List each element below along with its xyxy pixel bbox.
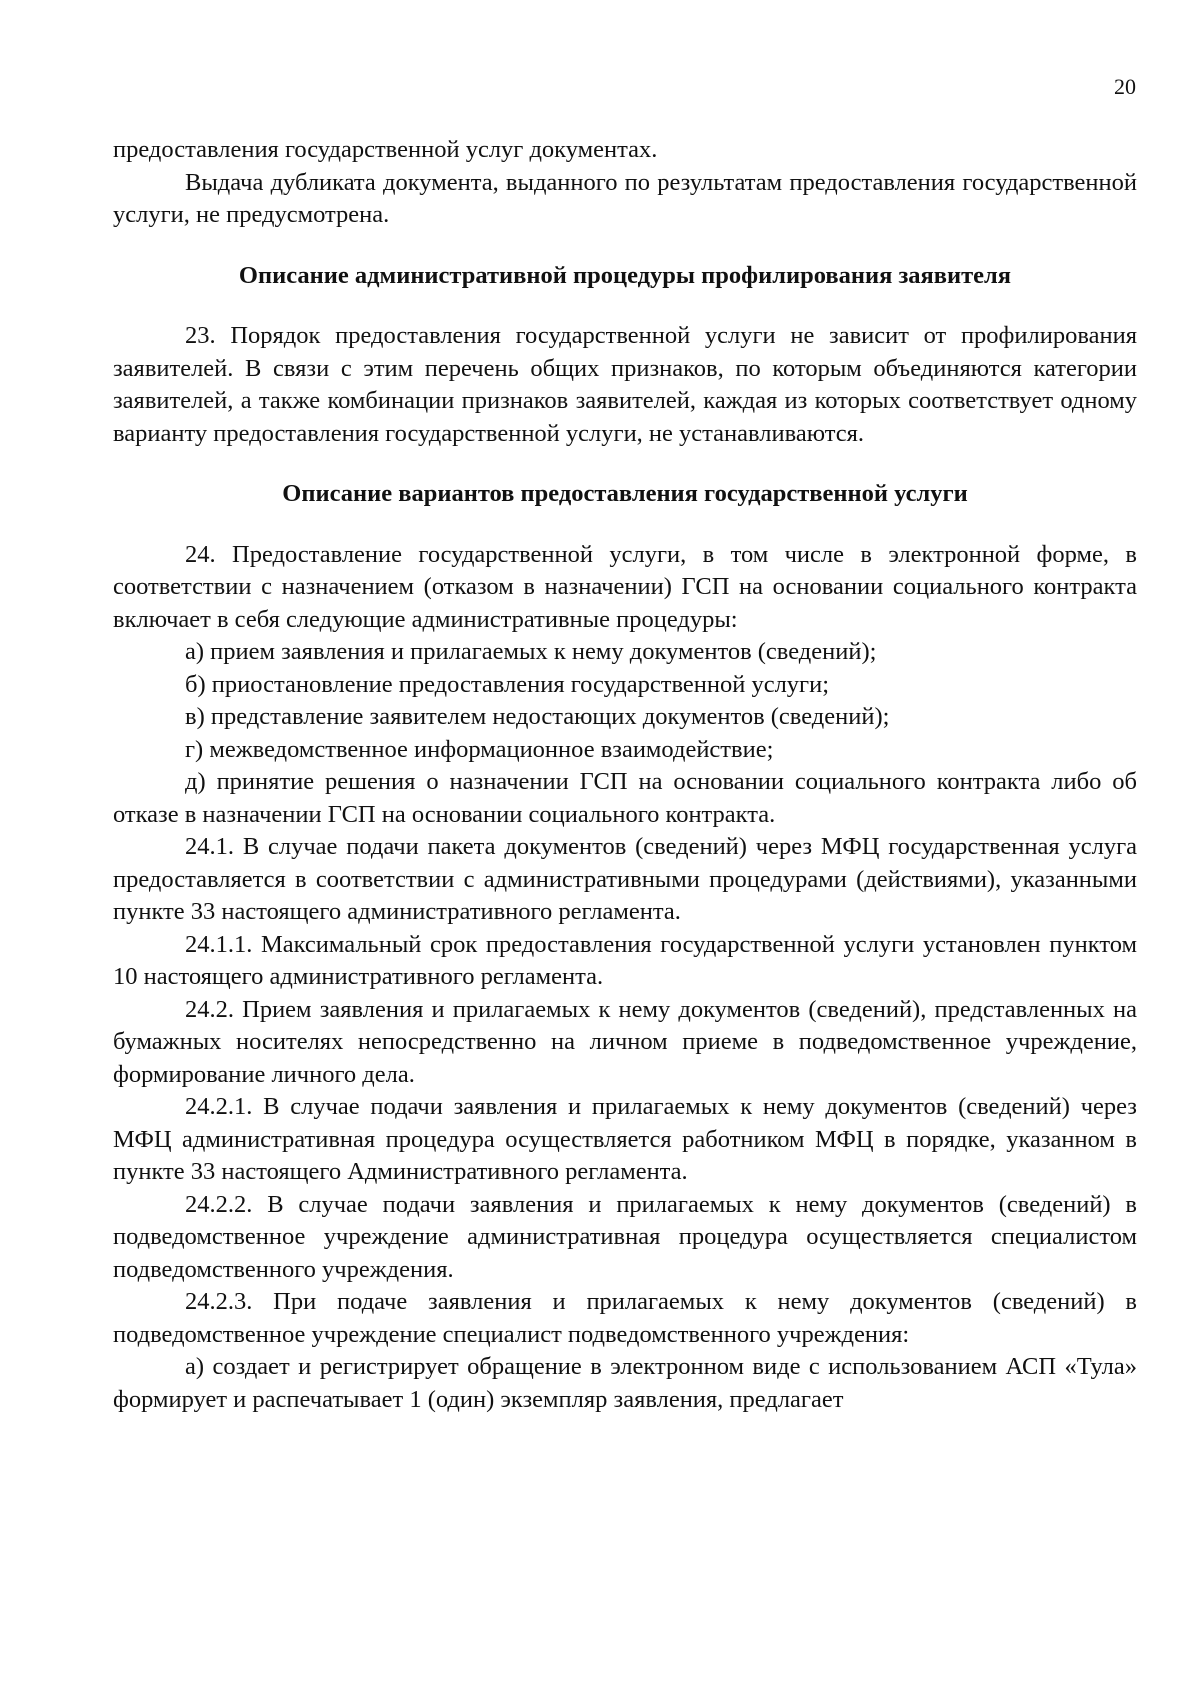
section-heading-profiling: Описание административной процедуры профилирования заявителя — [238, 261, 1012, 289]
paragraph-23: 23. Порядок предоставления государственной услуги не зависит от профилирования заявителей. В связи с этим перечень общих признаков, по которым объединяются категории заявителей, а также комбинации признаков заявителей, каждая из которых соответствует одному варианту предоставления государственной услуги, не устанавливаются. — [113, 322, 1137, 447]
spacer — [113, 292, 1137, 320]
spacer — [113, 511, 1137, 539]
paragraph-duplicate: Выдача дубликата документа, выданного по результатам предоставления государственной услуги, не предусмотрена. — [113, 168, 1137, 228]
list-item-c: в) представление заявителем недостающих документов (сведений); — [185, 703, 890, 730]
list-item-d: г) межведомственное информационное взаимодействие; — [185, 735, 774, 763]
paragraph-24-2-3-a: а) создает и регистрирует обращение в электронном виде с использованием АСП «Тула» формирует и распечатывает 1 (один) экземпляр заявления, предлагает — [113, 1353, 1137, 1413]
list-item-b: б) приостановление предоставления государственной услуги; — [185, 670, 830, 698]
paragraph-24-2-1: 24.2.1. В случае подачи заявления и прилагаемых к нему документов (сведений) через МФЦ административная процедура осуществляется работником МФЦ в порядке, указанном в пункте 33 настоящего Административного регламента. — [113, 1093, 1137, 1185]
list-item-a: а) прием заявления и прилагаемых к нему документов (сведений); — [185, 638, 877, 665]
list-item-e: д) принятие решения о назначении ГСП на основании социального контракта либо об отказе в назначении ГСП на основании социального контракта. — [113, 768, 1137, 828]
spacer — [113, 450, 1137, 478]
page-number: 20 — [1114, 74, 1136, 99]
paragraph-24-2-2: 24.2.2. В случае подачи заявления и прилагаемых к нему документов (сведений) в подведомственное учреждение административная процедура осуществляется специалистом подведомственного учреждения. — [113, 1190, 1137, 1283]
paragraph-24: 24. Предоставление государственной услуги, в том числе в электронной форме, в соответствии с назначением (отказом в назначении) ГСП на основании социального контракта включает в себя следующие административные процедуры: — [113, 540, 1137, 633]
paragraph-intro-continuation: предоставления государственной услуг документах. — [113, 136, 658, 163]
document-body — [113, 134, 1137, 1416]
spacer — [113, 232, 1137, 260]
paragraph-24-1: 24.1. В случае подачи пакета документов (сведений) через МФЦ государственная услуга предоставляется в соответствии с административными процедурами (действиями), указанными пункте 33 настоящего административного регламента. — [113, 833, 1137, 925]
paragraph-24-2-3: 24.2.3. При подаче заявления и прилагаемых к нему документов (сведений) в подведомственное учреждение специалист подведомственного учреждения: — [113, 1288, 1137, 1348]
paragraph-24-1-1: 24.1.1. Максимальный срок предоставления государственной услуги установлен пунктом 10 настоящего административного регламента. — [113, 930, 1137, 990]
paragraph-24-2: 24.2. Прием заявления и прилагаемых к нему документов (сведений), представленных на бумажных носителях непосредственно на личном приеме в подведомственное учреждение, формирование личного дела. — [113, 995, 1137, 1088]
section-heading-variants: Описание вариантов предоставления государственной услуги — [282, 480, 968, 507]
